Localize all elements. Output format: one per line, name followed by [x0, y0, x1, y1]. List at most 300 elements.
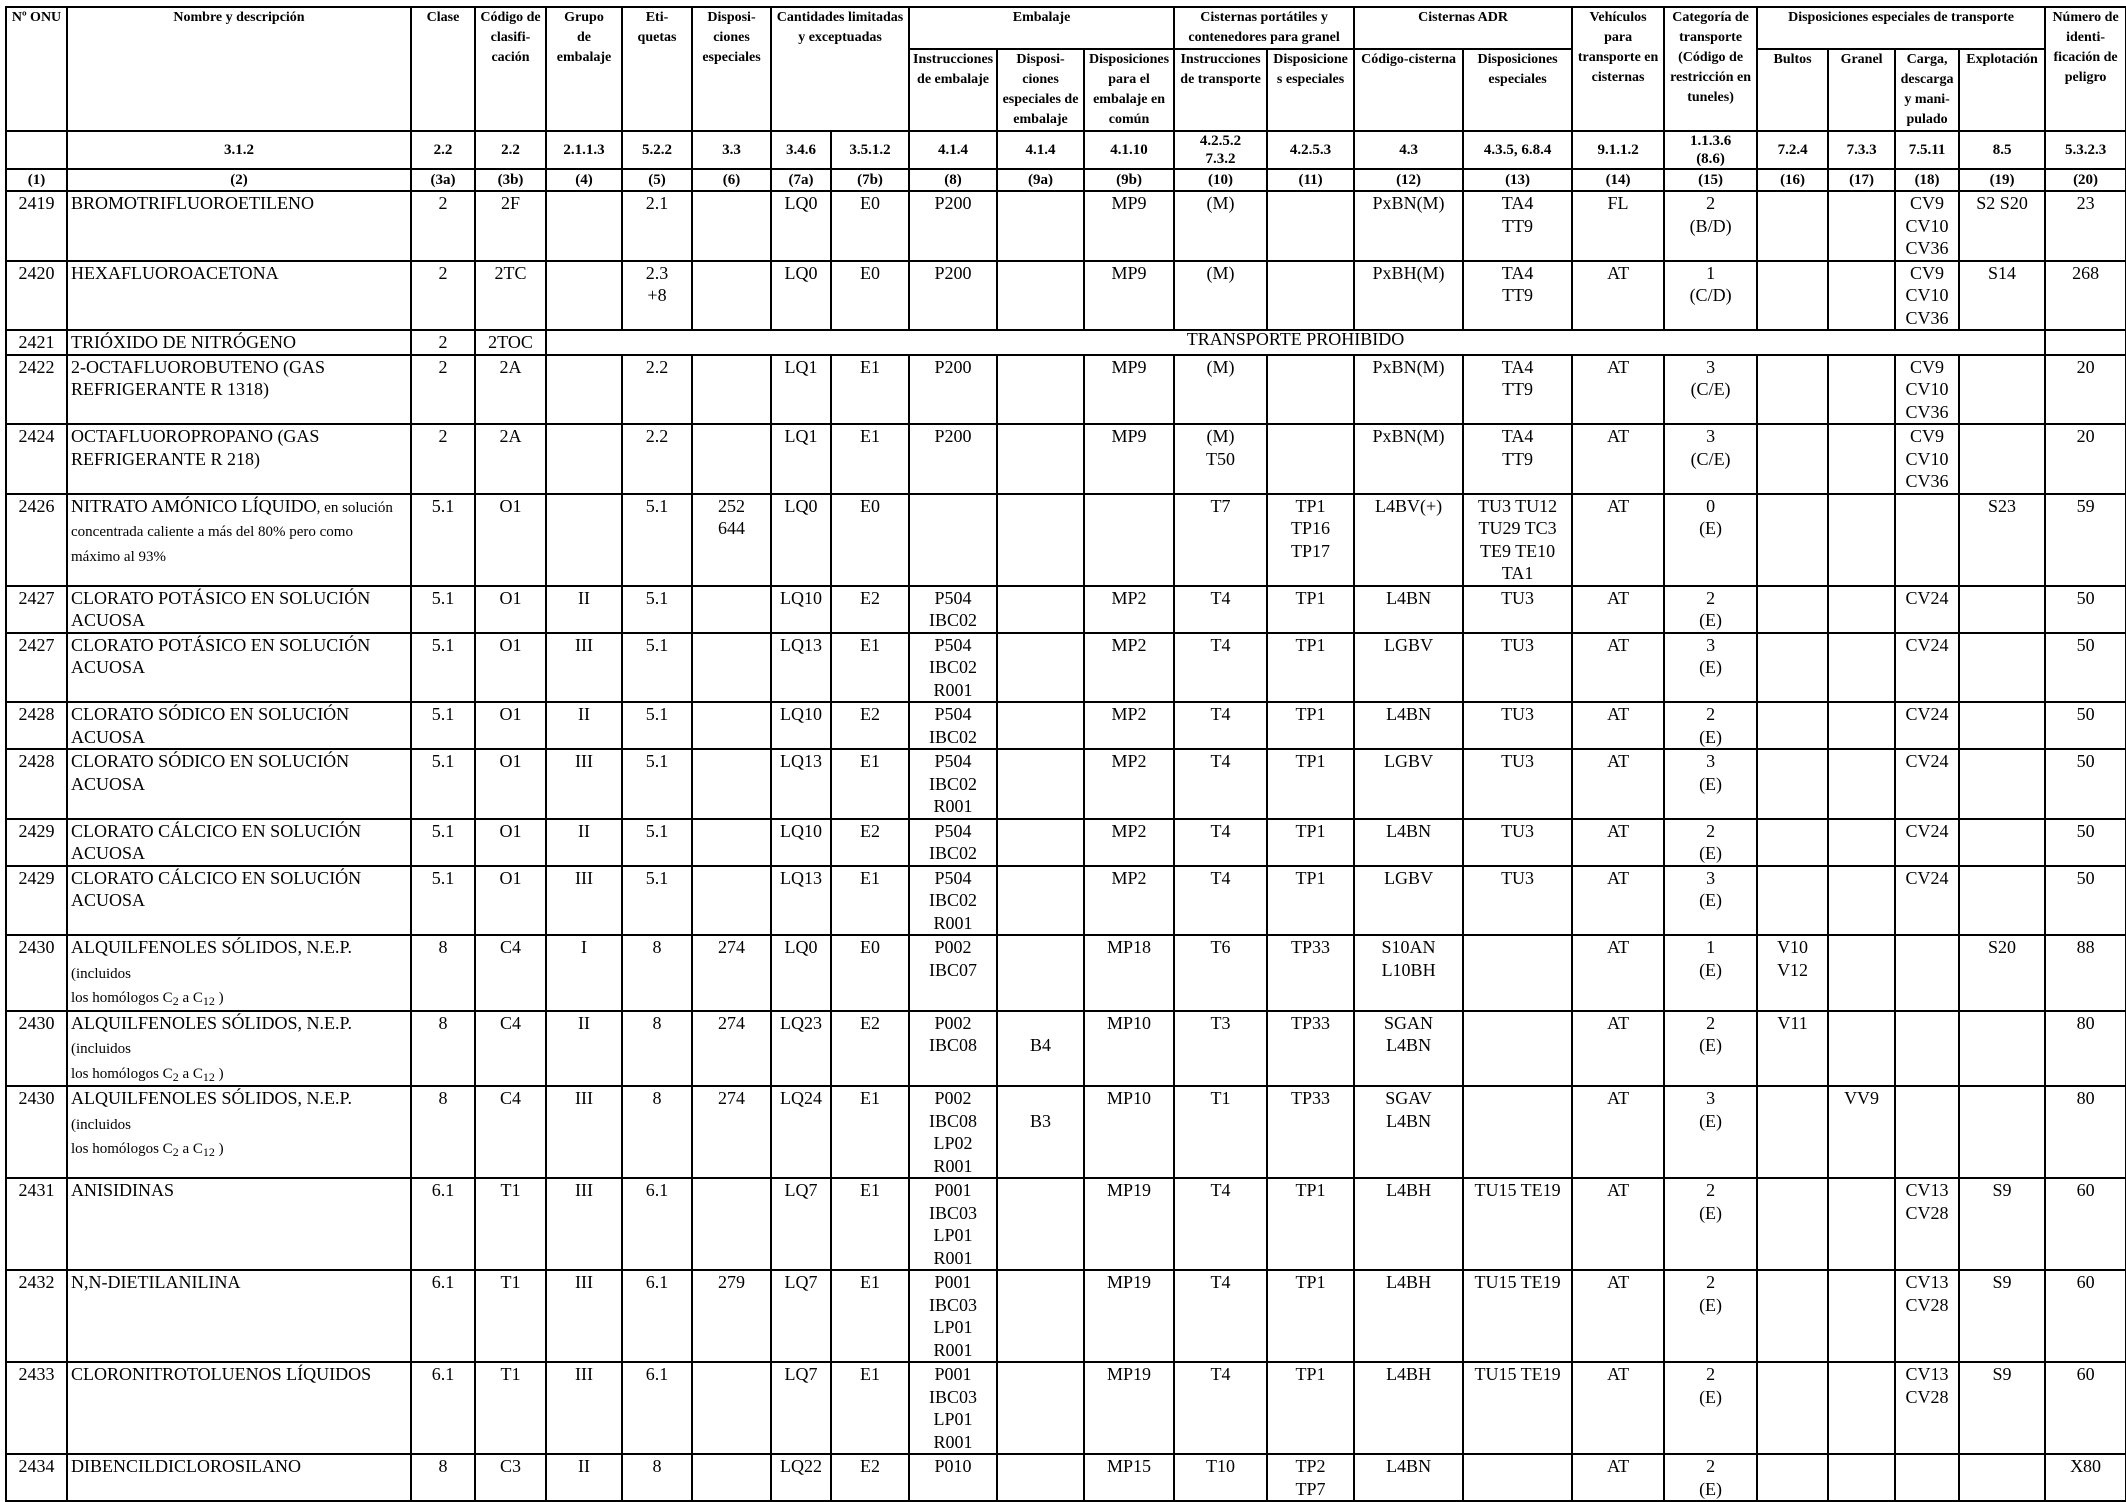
tank-provisions-cell: TU15 TE19 — [1463, 1270, 1572, 1362]
bulk-provisions-cell: VV9 — [1828, 1086, 1895, 1178]
mixed-packing-cell — [1084, 494, 1174, 586]
class-cell: 2 — [411, 424, 475, 494]
name-cell — [67, 1011, 411, 1087]
header-packaging: Embalaje — [909, 7, 1174, 49]
transport-category-cell: 2 (E) — [1664, 586, 1757, 633]
name-cell — [67, 355, 411, 425]
tank-provisions-cell: TU3 — [1463, 819, 1572, 866]
loading-provisions-cell — [1895, 935, 1959, 1011]
excepted-quantity-cell: E1 — [831, 1086, 909, 1178]
special-provisions-cell — [692, 633, 771, 703]
limited-quantity-cell: LQ1 — [771, 424, 831, 494]
bulk-provisions-cell — [1828, 633, 1895, 703]
subheader-tank-provisions: Disposiciones especiales — [1463, 49, 1572, 131]
hazard-id-cell: 60 — [2045, 1362, 2126, 1454]
limited-quantity-cell: LQ13 — [771, 866, 831, 936]
classification-code-cell: 2A — [475, 355, 546, 425]
transport-category-cell: 3 (E) — [1664, 866, 1757, 936]
bulk-provisions-cell — [1828, 1362, 1895, 1454]
special-packing-provisions-cell — [997, 1454, 1084, 1501]
header-adr-tanks: Cisternas ADR — [1354, 7, 1572, 49]
operation-provisions-cell: S23 — [1959, 494, 2045, 586]
tank-provisions-cell: TA4 TT9 — [1463, 191, 1572, 261]
name-description-text: a C — [178, 990, 203, 1006]
labels-cell: 5.1 — [622, 586, 692, 633]
name-text: CLORATO POTÁSICO EN SOLUCIÓN ACUOSA — [71, 587, 371, 630]
name-description-text: ) — [214, 1065, 224, 1082]
special-packing-provisions-cell — [997, 935, 1084, 1011]
un-number-cell: 2431 — [6, 1178, 67, 1270]
limited-quantity-cell: LQ0 — [771, 261, 831, 331]
bulk-provisions-cell — [1828, 494, 1895, 586]
ref-cell: 4.2.5.2 7.3.2 — [1174, 131, 1267, 169]
labels-cell: 5.1 — [622, 749, 692, 819]
bulk-provisions-cell — [1828, 261, 1895, 331]
table-header — [6, 7, 2126, 191]
name-description-text: , en solución concentrada caliente a más del 80% pero como máximo al 93% — [71, 499, 393, 565]
bulk-provisions-cell — [1828, 1454, 1895, 1501]
packing-instructions-cell: P001 IBC03 LP01 R001 — [909, 1270, 997, 1362]
special-provisions-cell — [692, 355, 771, 425]
subheader-bulk: Granel — [1828, 49, 1895, 131]
special-packing-provisions-cell — [997, 1270, 1084, 1362]
dangerous-goods-table — [5, 6, 2126, 1502]
labels-cell: 8 — [622, 1454, 692, 1501]
excepted-quantity-cell: E2 — [831, 1011, 909, 1087]
packing-instructions-cell: P002 IBC08 — [909, 1011, 997, 1087]
labels-cell: 2.1 — [622, 191, 692, 261]
limited-quantity-cell: LQ7 — [771, 1270, 831, 1362]
classification-code-cell: 2A — [475, 424, 546, 494]
class-cell: 5.1 — [411, 494, 475, 586]
column-number-cell: (8) — [909, 169, 997, 191]
special-packing-provisions-cell — [997, 494, 1084, 586]
packages-provisions-cell — [1757, 424, 1828, 494]
packing-group-cell: III — [546, 1178, 622, 1270]
name-description-text: ) — [214, 990, 224, 1006]
name-cell — [67, 866, 411, 936]
column-number-cell: (19) — [1959, 169, 2045, 191]
classification-code-cell: C4 — [475, 1011, 546, 1087]
excepted-quantity-cell: E2 — [831, 702, 909, 749]
mixed-packing-cell: MP19 — [1084, 1362, 1174, 1454]
special-provisions-cell — [692, 819, 771, 866]
transport-category-cell: 3 (E) — [1664, 749, 1757, 819]
bulk-provisions-cell — [1828, 586, 1895, 633]
name-cell — [67, 633, 411, 703]
labels-cell: 8 — [622, 1011, 692, 1087]
un-number-cell: 2434 — [6, 1454, 67, 1501]
subheader-portable-tank-provisions: Disposicione s especiales — [1267, 49, 1354, 131]
operation-provisions-cell — [1959, 1011, 2045, 1087]
packing-group-cell — [546, 355, 622, 425]
classification-code-cell: O1 — [475, 586, 546, 633]
column-number-cell: (18) — [1895, 169, 1959, 191]
tank-code-cell: LGBV — [1354, 749, 1463, 819]
name-text: CLORATO CÁLCICO EN SOLUCIÓN ACUOSA — [71, 820, 362, 863]
transport-instructions-cell: (M) — [1174, 355, 1267, 425]
table-row — [6, 191, 2126, 261]
loading-provisions-cell — [1895, 494, 1959, 586]
tank-code-cell: PxBN(M) — [1354, 355, 1463, 425]
bulk-provisions-cell — [1828, 702, 1895, 749]
name-cell — [67, 424, 411, 494]
loading-provisions-cell — [1895, 1086, 1959, 1178]
table-row — [6, 586, 2126, 633]
tank-vehicle-cell: AT — [1572, 424, 1664, 494]
loading-provisions-cell: CV24 — [1895, 586, 1959, 633]
table-row — [6, 702, 2126, 749]
header-hazard-id-number: Número de identi- ficación de peligro — [2045, 7, 2126, 131]
ref-cell: 4.3 — [1354, 131, 1463, 169]
packing-group-cell: I — [546, 935, 622, 1011]
name-text: N,N-DIETILANILINA — [71, 1272, 241, 1292]
portable-tank-provisions-cell: TP33 — [1267, 1011, 1354, 1087]
transport-category-cell: 1 (E) — [1664, 935, 1757, 1011]
transport-instructions-cell: T10 — [1174, 1454, 1267, 1501]
excepted-quantity-cell: E2 — [831, 1454, 909, 1501]
ref-cell: 5.2.2 — [622, 131, 692, 169]
classification-code-cell: C4 — [475, 1086, 546, 1178]
limited-quantity-cell: LQ10 — [771, 702, 831, 749]
packing-instructions-cell: P200 — [909, 261, 997, 331]
column-number-cell: (4) — [546, 169, 622, 191]
tank-vehicle-cell: AT — [1572, 935, 1664, 1011]
classification-code-cell: T1 — [475, 1362, 546, 1454]
name-text: ANISIDINAS — [71, 1180, 174, 1200]
transport-category-cell: 2 (E) — [1664, 1454, 1757, 1501]
excepted-quantity-cell: E2 — [831, 819, 909, 866]
loading-provisions-cell: CV24 — [1895, 749, 1959, 819]
name-description-text: a C — [178, 1141, 203, 1157]
name-text: ALQUILFENOLES SÓLIDOS, N.E.P. — [71, 1088, 353, 1108]
transport-instructions-cell: T7 — [1174, 494, 1267, 586]
packages-provisions-cell — [1757, 261, 1828, 331]
column-number-cell: (16) — [1757, 169, 1828, 191]
excepted-quantity-cell: E1 — [831, 749, 909, 819]
operation-provisions-cell: S14 — [1959, 261, 2045, 331]
name-description-text: (incluidos los homólogos C — [71, 1041, 173, 1082]
hazard-id-cell: 50 — [2045, 819, 2126, 866]
operation-provisions-cell — [1959, 749, 2045, 819]
header-special-provisions: Disposi- ciones especiales — [692, 7, 771, 131]
class-cell: 8 — [411, 1011, 475, 1087]
un-number-cell: 2420 — [6, 261, 67, 331]
name-cell — [67, 330, 411, 355]
operation-provisions-cell — [1959, 1454, 2045, 1501]
tank-code-cell: S10AN L10BH — [1354, 935, 1463, 1011]
bulk-provisions-cell — [1828, 355, 1895, 425]
packing-instructions-cell: P010 — [909, 1454, 997, 1501]
class-cell: 6.1 — [411, 1270, 475, 1362]
ref-cell: 7.5.11 — [1895, 131, 1959, 169]
table-row — [6, 935, 2126, 1011]
class-cell: 6.1 — [411, 1178, 475, 1270]
labels-cell: 6.1 — [622, 1270, 692, 1362]
tank-vehicle-cell: AT — [1572, 586, 1664, 633]
mixed-packing-cell: MP10 — [1084, 1011, 1174, 1087]
packing-group-cell: III — [546, 1086, 622, 1178]
special-provisions-cell — [692, 749, 771, 819]
ref-cell: 7.2.4 — [1757, 131, 1828, 169]
tank-vehicle-cell: AT — [1572, 633, 1664, 703]
packing-instructions-cell: P001 IBC03 LP01 R001 — [909, 1362, 997, 1454]
limited-quantity-cell: LQ10 — [771, 586, 831, 633]
un-number-cell: 2419 — [6, 191, 67, 261]
portable-tank-provisions-cell — [1267, 355, 1354, 425]
portable-tank-provisions-cell: TP1 — [1267, 1270, 1354, 1362]
classification-code-cell: O1 — [475, 819, 546, 866]
special-packing-provisions-cell — [997, 633, 1084, 703]
name-cell — [67, 1086, 411, 1178]
class-cell: 5.1 — [411, 702, 475, 749]
packing-group-cell: III — [546, 1362, 622, 1454]
portable-tank-provisions-cell: TP33 — [1267, 1086, 1354, 1178]
transport-category-cell: 3 (E) — [1664, 633, 1757, 703]
tank-code-cell: SGAV L4BN — [1354, 1086, 1463, 1178]
operation-provisions-cell: S9 — [1959, 1178, 2045, 1270]
column-number-cell: (7a) — [771, 169, 831, 191]
special-packing-provisions-cell: B3 — [997, 1086, 1084, 1178]
tank-code-cell: L4BV(+) — [1354, 494, 1463, 586]
limited-quantity-cell: LQ7 — [771, 1362, 831, 1454]
packing-group-cell: III — [546, 866, 622, 936]
hazard-id-cell: X80 — [2045, 1454, 2126, 1501]
special-packing-provisions-cell — [997, 702, 1084, 749]
special-packing-provisions-cell — [997, 819, 1084, 866]
tank-vehicle-cell: AT — [1572, 749, 1664, 819]
mixed-packing-cell: MP2 — [1084, 633, 1174, 703]
excepted-quantity-cell: E0 — [831, 494, 909, 586]
excepted-quantity-cell: E1 — [831, 1270, 909, 1362]
transport-instructions-cell: T3 — [1174, 1011, 1267, 1087]
header-limited-excepted-quantities: Cantidades limitadas y exceptuadas — [771, 7, 909, 131]
class-cell: 6.1 — [411, 1362, 475, 1454]
packing-instructions-cell: P200 — [909, 355, 997, 425]
packing-group-cell — [546, 191, 622, 261]
excepted-quantity-cell: E2 — [831, 586, 909, 633]
header-name-description: Nombre y descripción — [67, 7, 411, 131]
special-provisions-cell — [692, 191, 771, 261]
tank-code-cell: PxBN(M) — [1354, 191, 1463, 261]
table-row — [6, 424, 2126, 494]
transport-category-cell: 2 (E) — [1664, 1011, 1757, 1087]
tank-code-cell: SGAN L4BN — [1354, 1011, 1463, 1087]
tank-vehicle-cell: FL — [1572, 191, 1664, 261]
special-provisions-cell: 279 — [692, 1270, 771, 1362]
hazard-id-cell: 23 — [2045, 191, 2126, 261]
packages-provisions-cell — [1757, 494, 1828, 586]
tank-vehicle-cell: AT — [1572, 866, 1664, 936]
class-cell: 2 — [411, 355, 475, 425]
classification-code-cell: 2F — [475, 191, 546, 261]
tank-code-cell: LGBV — [1354, 866, 1463, 936]
un-number-cell: 2427 — [6, 633, 67, 703]
subheader-packing-instructions: Instrucciones de embalaje — [909, 49, 997, 131]
ref-cell: 2.2 — [411, 131, 475, 169]
hazard-id-cell: 60 — [2045, 1178, 2126, 1270]
transport-category-cell: 2 (E) — [1664, 819, 1757, 866]
classification-code-cell: O1 — [475, 494, 546, 586]
loading-provisions-cell — [1895, 1011, 1959, 1087]
transport-instructions-cell: T4 — [1174, 1362, 1267, 1454]
operation-provisions-cell — [1959, 866, 2045, 936]
table-row — [6, 1086, 2126, 1178]
transport-instructions-cell: (M) T50 — [1174, 424, 1267, 494]
ref-cell: 2.1.1.3 — [546, 131, 622, 169]
ref-cell: 2.2 — [475, 131, 546, 169]
tank-code-cell: PxBN(M) — [1354, 424, 1463, 494]
column-number-cell: (7b) — [831, 169, 909, 191]
mixed-packing-cell: MP10 — [1084, 1086, 1174, 1178]
packing-instructions-cell: P504 IBC02 R001 — [909, 866, 997, 936]
name-text: HEXAFLUOROACETONA — [71, 262, 279, 283]
loading-provisions-cell: CV24 — [1895, 866, 1959, 936]
portable-tank-provisions-cell: TP1 TP16 TP17 — [1267, 494, 1354, 586]
tank-vehicle-cell: AT — [1572, 355, 1664, 425]
column-number-cell: (12) — [1354, 169, 1463, 191]
packing-group-cell: III — [546, 633, 622, 703]
header-un-number: Nº ONU — [6, 7, 67, 131]
subheader-packages: Bultos — [1757, 49, 1828, 131]
packages-provisions-cell: V11 — [1757, 1011, 1828, 1087]
operation-provisions-cell — [1959, 424, 2045, 494]
un-number-cell: 2433 — [6, 1362, 67, 1454]
mixed-packing-cell: MP2 — [1084, 702, 1174, 749]
tank-code-cell: L4BN — [1354, 702, 1463, 749]
transport-category-cell: 3 (C/E) — [1664, 355, 1757, 425]
column-number-cell: (1) — [6, 169, 67, 191]
ref-cell: 3.5.1.2 — [831, 131, 909, 169]
classification-code-cell: C4 — [475, 935, 546, 1011]
table-body — [6, 191, 2126, 1501]
transport-category-cell: 2 (E) — [1664, 1178, 1757, 1270]
limited-quantity-cell: LQ0 — [771, 494, 831, 586]
ref-cell: 3.1.2 — [67, 131, 411, 169]
column-number-cell: (15) — [1664, 169, 1757, 191]
column-number-cell: (9b) — [1084, 169, 1174, 191]
portable-tank-provisions-cell: TP1 — [1267, 866, 1354, 936]
ref-cell: 4.1.10 — [1084, 131, 1174, 169]
limited-quantity-cell: LQ13 — [771, 749, 831, 819]
labels-cell: 8 — [622, 1086, 692, 1178]
transport-instructions-cell: T4 — [1174, 819, 1267, 866]
un-number-cell: 2430 — [6, 1011, 67, 1087]
class-cell: 8 — [411, 1454, 475, 1501]
special-provisions-cell: 252 644 — [692, 494, 771, 586]
name-cell — [67, 261, 411, 331]
labels-cell: 2.3 +8 — [622, 261, 692, 331]
column-number-cell: (13) — [1463, 169, 1572, 191]
transport-instructions-cell: T6 — [1174, 935, 1267, 1011]
name-subscript: 2 — [172, 1069, 179, 1084]
classification-code-cell: 2TC — [475, 261, 546, 331]
name-cell — [67, 586, 411, 633]
portable-tank-provisions-cell: TP33 — [1267, 935, 1354, 1011]
bulk-provisions-cell — [1828, 935, 1895, 1011]
operation-provisions-cell: S9 — [1959, 1362, 2045, 1454]
name-text: CLORATO POTÁSICO EN SOLUCIÓN ACUOSA — [71, 634, 371, 677]
hazard-id-cell: 60 — [2045, 1270, 2126, 1362]
packing-group-cell: III — [546, 749, 622, 819]
bulk-provisions-cell — [1828, 749, 1895, 819]
table-row — [6, 355, 2126, 425]
labels-cell: 5.1 — [622, 819, 692, 866]
operation-provisions-cell: S9 — [1959, 1270, 2045, 1362]
ref-cell: 1.1.3.6 (8.6) — [1664, 131, 1757, 169]
transport-instructions-cell: T4 — [1174, 1178, 1267, 1270]
excepted-quantity-cell: E0 — [831, 261, 909, 331]
tank-provisions-cell: TU3 — [1463, 702, 1572, 749]
hazard-id-cell: 59 — [2045, 494, 2126, 586]
subheader-mixed-packing: Disposiciones para el embalaje en común — [1084, 49, 1174, 131]
packing-instructions-cell: P002 IBC07 — [909, 935, 997, 1011]
name-text: OCTAFLUOROPROPANO (GAS REFRIGERANTE R 218) — [71, 426, 320, 469]
tank-provisions-cell: TU3 TU12 TU29 TC3 TE9 TE10 TA1 — [1463, 494, 1572, 586]
tank-code-cell: L4BN — [1354, 586, 1463, 633]
hazard-id-cell: 20 — [2045, 355, 2126, 425]
hazard-id-cell: 50 — [2045, 866, 2126, 936]
transport-category-cell: 3 (C/E) — [1664, 424, 1757, 494]
operation-provisions-cell — [1959, 586, 2045, 633]
special-packing-provisions-cell: B4 — [997, 1011, 1084, 1087]
loading-provisions-cell: CV9 CV10 CV36 — [1895, 261, 1959, 331]
limited-quantity-cell: LQ7 — [771, 1178, 831, 1270]
column-number-cell: (14) — [1572, 169, 1664, 191]
hazard-id-cell: 80 — [2045, 1086, 2126, 1178]
tank-code-cell: L4BN — [1354, 819, 1463, 866]
reference-row — [6, 131, 2126, 169]
name-subscript: 12 — [202, 994, 215, 1008]
packing-group-cell: II — [546, 819, 622, 866]
loading-provisions-cell: CV13 CV28 — [1895, 1362, 1959, 1454]
class-cell: 8 — [411, 935, 475, 1011]
operation-provisions-cell — [1959, 633, 2045, 703]
hazard-id-cell: 50 — [2045, 586, 2126, 633]
classification-code-cell: 2TOC — [475, 330, 546, 355]
operation-provisions-cell — [1959, 819, 2045, 866]
column-number-cell: (2) — [67, 169, 411, 191]
tank-vehicle-cell: AT — [1572, 1362, 1664, 1454]
mixed-packing-cell: MP9 — [1084, 424, 1174, 494]
ref-cell: 9.1.1.2 — [1572, 131, 1664, 169]
class-cell: 5.1 — [411, 866, 475, 936]
un-number-cell: 2430 — [6, 935, 67, 1011]
tank-provisions-cell: TU15 TE19 — [1463, 1178, 1572, 1270]
name-text: ALQUILFENOLES SÓLIDOS, N.E.P. — [71, 937, 353, 957]
tank-provisions-cell — [1463, 1086, 1572, 1178]
transport-instructions-cell: (M) — [1174, 261, 1267, 331]
name-cell — [67, 1454, 411, 1501]
header-special-transport-provisions: Disposiciones especiales de transporte — [1757, 7, 2045, 49]
mixed-packing-cell: MP9 — [1084, 191, 1174, 261]
tank-code-cell: L4BH — [1354, 1270, 1463, 1362]
packing-group-cell — [546, 261, 622, 331]
tank-vehicle-cell: AT — [1572, 1011, 1664, 1087]
classification-code-cell: O1 — [475, 702, 546, 749]
name-text: DIBENCILDICLOROSILANO — [71, 1456, 301, 1476]
special-provisions-cell: 274 — [692, 935, 771, 1011]
ref-cell: 4.3.5, 6.8.4 — [1463, 131, 1572, 169]
loading-provisions-cell: CV13 CV28 — [1895, 1270, 1959, 1362]
excepted-quantity-cell: E1 — [831, 866, 909, 936]
tank-provisions-cell: TU3 — [1463, 866, 1572, 936]
hazard-id-cell: 50 — [2045, 633, 2126, 703]
excepted-quantity-cell: E1 — [831, 424, 909, 494]
packages-provisions-cell — [1757, 749, 1828, 819]
subheader-loading-handling: Carga, descarga y mani- pulado — [1895, 49, 1959, 131]
limited-quantity-cell: LQ0 — [771, 935, 831, 1011]
